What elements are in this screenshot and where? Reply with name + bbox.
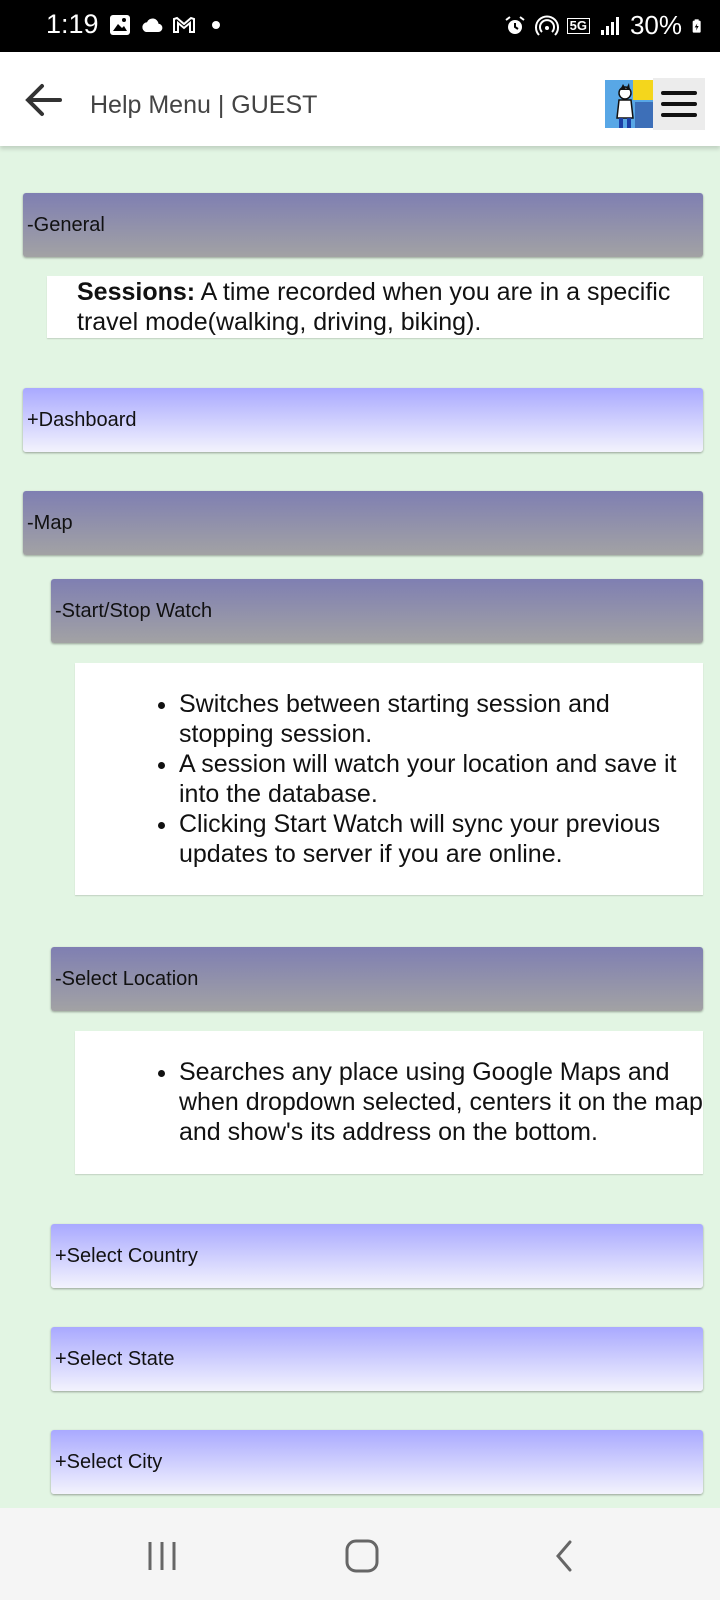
accordion-select-state[interactable]: +Select State	[51, 1327, 703, 1391]
hotspot-icon	[535, 14, 559, 38]
alarm-icon	[503, 14, 527, 38]
accordion-select-location[interactable]: -Select Location	[51, 947, 703, 1011]
system-nav-bar	[0, 1508, 720, 1600]
select-location-panel	[75, 1031, 703, 1174]
avatar[interactable]	[605, 80, 653, 128]
list-item: • A session will watch your location and save it into the database.	[179, 749, 703, 809]
status-time: 1:19	[46, 9, 99, 39]
5g-icon: 5G	[567, 18, 590, 34]
nav-back-icon[interactable]	[546, 1538, 586, 1574]
accordion-select-city[interactable]: +Select City	[51, 1430, 703, 1494]
sessions-term: Sessions:	[77, 278, 196, 306]
accordion-start-stop-watch[interactable]: -Start/Stop Watch	[51, 579, 703, 643]
accordion-dashboard[interactable]: +Dashboard	[23, 388, 703, 452]
start-stop-watch-panel	[75, 663, 703, 895]
list-item: • Searches any place using Google Maps and when dropdown selected, centers it on the map and show's its address on the bottom.	[179, 1057, 703, 1147]
gmail-icon	[172, 13, 196, 37]
battery-percentage: 30%	[629, 10, 682, 40]
battery-charging-icon	[690, 14, 706, 38]
accordion-select-country[interactable]: +Select Country	[51, 1224, 703, 1288]
dot-icon	[204, 13, 228, 37]
image-icon	[108, 13, 132, 37]
list-item: • Clicking Start Watch will sync your previous updates to server if you are online.	[179, 809, 703, 869]
accordion-map[interactable]: -Map	[23, 491, 703, 555]
recents-icon[interactable]	[142, 1538, 182, 1574]
sessions-definition: A time recorded when you are in a specific travel mode(walking, driving, biking).	[77, 278, 671, 336]
signal-icon	[598, 14, 622, 38]
back-arrow-icon[interactable]	[24, 82, 64, 118]
accordion-general[interactable]: -General	[23, 193, 703, 257]
hamburger-menu-icon[interactable]	[653, 78, 705, 130]
cloud-icon	[140, 13, 164, 37]
general-panel	[47, 276, 703, 338]
app-bar	[0, 52, 720, 146]
page-title: Help Menu | GUEST	[90, 91, 318, 119]
list-item: • Switches between starting session and stopping session.	[179, 689, 703, 749]
home-icon[interactable]	[342, 1538, 382, 1574]
status-bar	[0, 0, 720, 52]
